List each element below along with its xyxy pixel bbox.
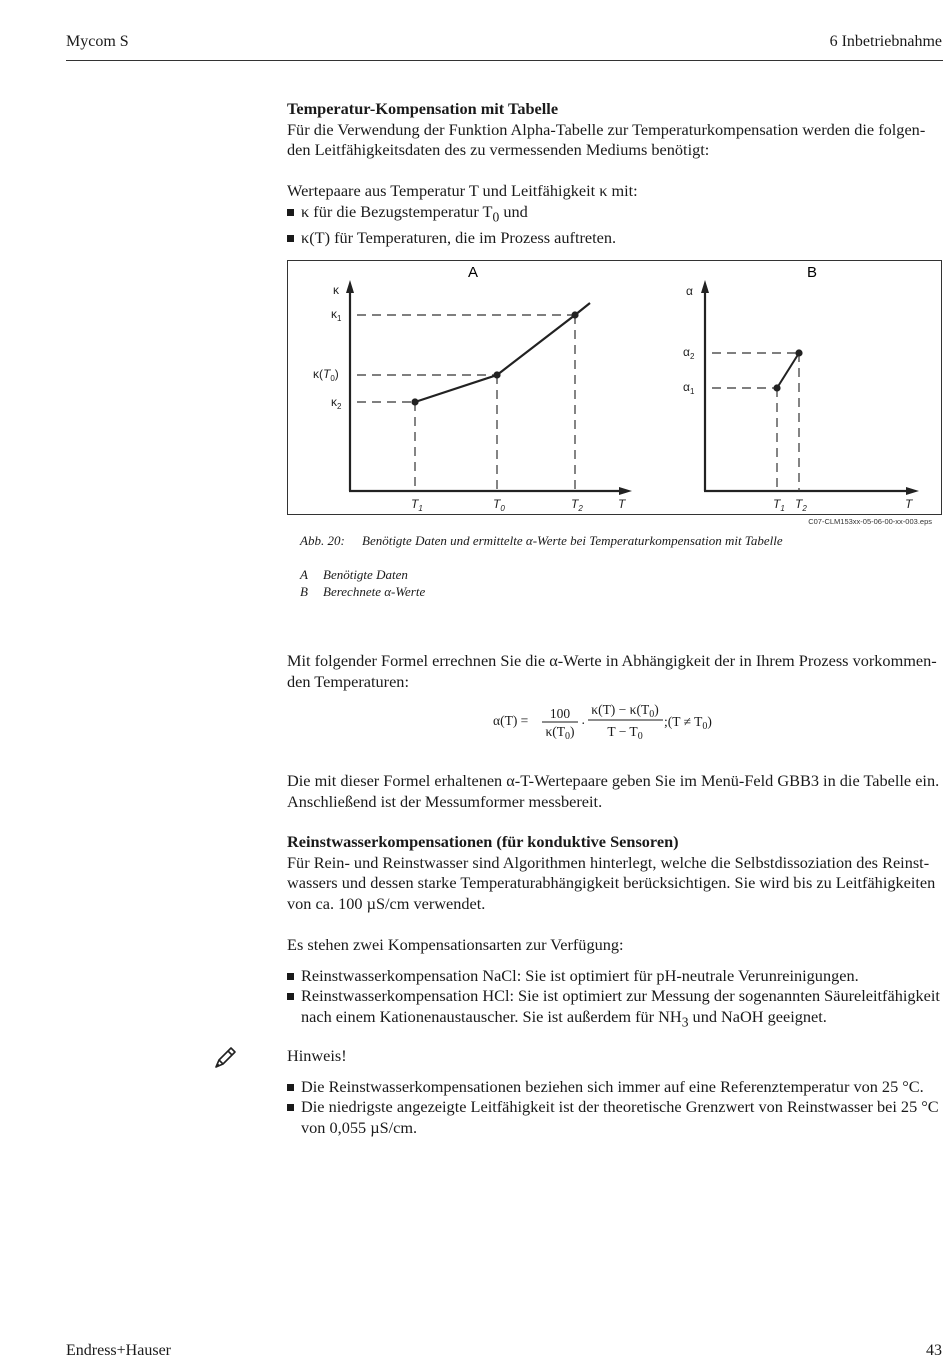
intro-line: Für die Verwendung der Funktion Alpha-Tabelle zur Temperaturkompensation werden die folgen-	[287, 119, 926, 139]
legend-key: B	[300, 584, 308, 599]
a-k2-label: $\kappa_2$	[331, 395, 342, 411]
list-item: Die niedrigste angezeigte Leitfähigkeit ist der theoretische Grenzwert von Reinstwasser bei 25 °C von 0,055 µS/cm.	[287, 1097, 947, 1138]
formula-lhs: α(T) =	[493, 713, 529, 728]
formula-condition: ;(T ≠ $T_0$)	[664, 714, 712, 732]
section-title: Reinstwasserkompensationen (für konduktive Sensoren)	[287, 832, 679, 851]
text-line: Mit folgender Formel errechnen Sie die α-Werte in Abhängigkeit der in Ihrem Prozess vorkommen-	[287, 651, 937, 670]
text-line: Anschließend ist der Messumformer messbereit.	[287, 791, 603, 811]
legend-text: Benötigte Daten	[323, 567, 408, 582]
header-product: Mycom S	[66, 33, 129, 50]
file-reference: C07-CLM153xx-05-06-00-xx-003.eps	[808, 517, 932, 526]
axis-arrow	[906, 487, 919, 495]
section-pure-water	[287, 832, 947, 1033]
note	[287, 1046, 947, 1138]
formula-dot: ·	[581, 716, 586, 731]
figure-caption-number: Abb. 20:	[300, 533, 345, 548]
data-point	[773, 384, 780, 391]
figure-caption: Benötigte Daten und ermittelte α-Werte bei Temperaturkompensation mit Tabelle	[362, 533, 783, 548]
list-item: Reinstwasserkompensation HCl: Sie ist optimiert zur Messung der sogenannten Säureleitfähigkeit nach einem Kationenaustauscher. Sie ist außerdem für $NH_3$ und NaOH geeignet.	[287, 986, 947, 1032]
list-item: Reinstwasserkompensation NaCl: Sie ist optimiert für pH-neutrale Verunreinigungen.	[287, 966, 947, 987]
b-t2-label: $T_2$	[795, 497, 807, 513]
formula-num1: 100	[549, 706, 571, 721]
a-y-axis-label: κ	[333, 283, 339, 297]
list-item: Die Reinstwasserkompensationen beziehen sich immer auf eine Referenztemperatur von 25 °C.	[287, 1077, 947, 1098]
b-y-axis-label: α	[686, 284, 693, 298]
b-x-axis-label: T	[905, 497, 913, 511]
section-temperature-table	[287, 99, 947, 248]
text-line: Es stehen zwei Kompensationsarten zur Verfügung:	[287, 934, 624, 954]
b-t1-label: $T_1$	[773, 497, 785, 513]
text-line: von ca. 100 µS/cm verwendet.	[287, 893, 486, 913]
panel-b-curve	[777, 353, 799, 388]
a-t0-label: $T_0$	[493, 497, 505, 513]
axis-arrow	[346, 280, 354, 293]
figure-diagram	[287, 260, 943, 528]
a-t2-label: $T_2$	[571, 497, 583, 513]
legend-text: Berechnete α-Werte	[323, 584, 426, 599]
pairs-line: Wertepaare aus Temperatur T und Leitfähigkeit κ mit:	[287, 181, 638, 201]
panel-b-axes	[704, 290, 909, 491]
text-line: wassers und dessen starke Temperaturabhängigkeit berücksichtigen. Sie wird bis zu Leitfähigkeiten	[287, 873, 936, 893]
section-title: Temperatur-Kompensation mit Tabelle	[287, 99, 559, 118]
a-k1-label: $\kappa_1$	[331, 307, 342, 323]
axis-arrow	[701, 280, 709, 293]
text-line: den Temperaturen:	[287, 671, 409, 691]
legend-key: A	[300, 567, 308, 582]
panel-a-label: A	[467, 264, 479, 281]
panel-b-label: B	[806, 264, 818, 281]
text-line: Die mit dieser Formel erhaltenen α-T-Wertepaare geben Sie im Menü-Feld GBB3 in die Tabelle ein.	[287, 771, 940, 790]
formula	[480, 698, 740, 748]
a-t1-label: $T_1$	[411, 497, 423, 513]
formula-intro	[287, 651, 947, 692]
note-title: Hinweis!	[287, 1046, 347, 1065]
formula-den1: $\kappa(T_0)$	[545, 724, 575, 742]
header-chapter: 6 Inbetriebnahme	[829, 33, 942, 50]
figure-frame	[288, 261, 942, 515]
formula-num2: $\kappa(T) - \kappa(T_0)$	[591, 702, 659, 720]
text-line: Für Rein- und Reinstwasser sind Algorithmen hinterlegt, welche die Selbstdissoziation des Reinst-	[287, 852, 930, 872]
axis-arrow	[619, 487, 632, 495]
data-point	[411, 398, 418, 405]
formula-den2: $T - T_0$	[607, 724, 643, 742]
data-point	[493, 371, 500, 378]
formula-after	[287, 771, 947, 812]
pencil-icon	[212, 1045, 238, 1071]
data-point	[571, 311, 578, 318]
page-number: 43	[926, 1342, 942, 1359]
intro-line: den Leitfähigkeitsdaten des zu vermessenden Mediums benötigt:	[287, 140, 710, 160]
footer-brand: Endress+Hauser	[66, 1342, 171, 1359]
a-x-axis-label: T	[618, 497, 626, 511]
list-item: κ(T) für Temperaturen, die im Prozess auftreten.	[287, 228, 947, 249]
data-point	[795, 349, 802, 356]
panel-a-axes	[349, 290, 622, 491]
b-a1-label: $\alpha_1$	[683, 380, 695, 396]
header-rule	[66, 60, 943, 61]
list-item: κ für die Bezugstemperatur $T_0$ und	[287, 202, 947, 228]
b-a2-label: $\alpha_2$	[683, 345, 695, 361]
panel-a-curve	[415, 303, 590, 402]
a-kt0-label: $\kappa(T_0)$	[313, 367, 339, 383]
